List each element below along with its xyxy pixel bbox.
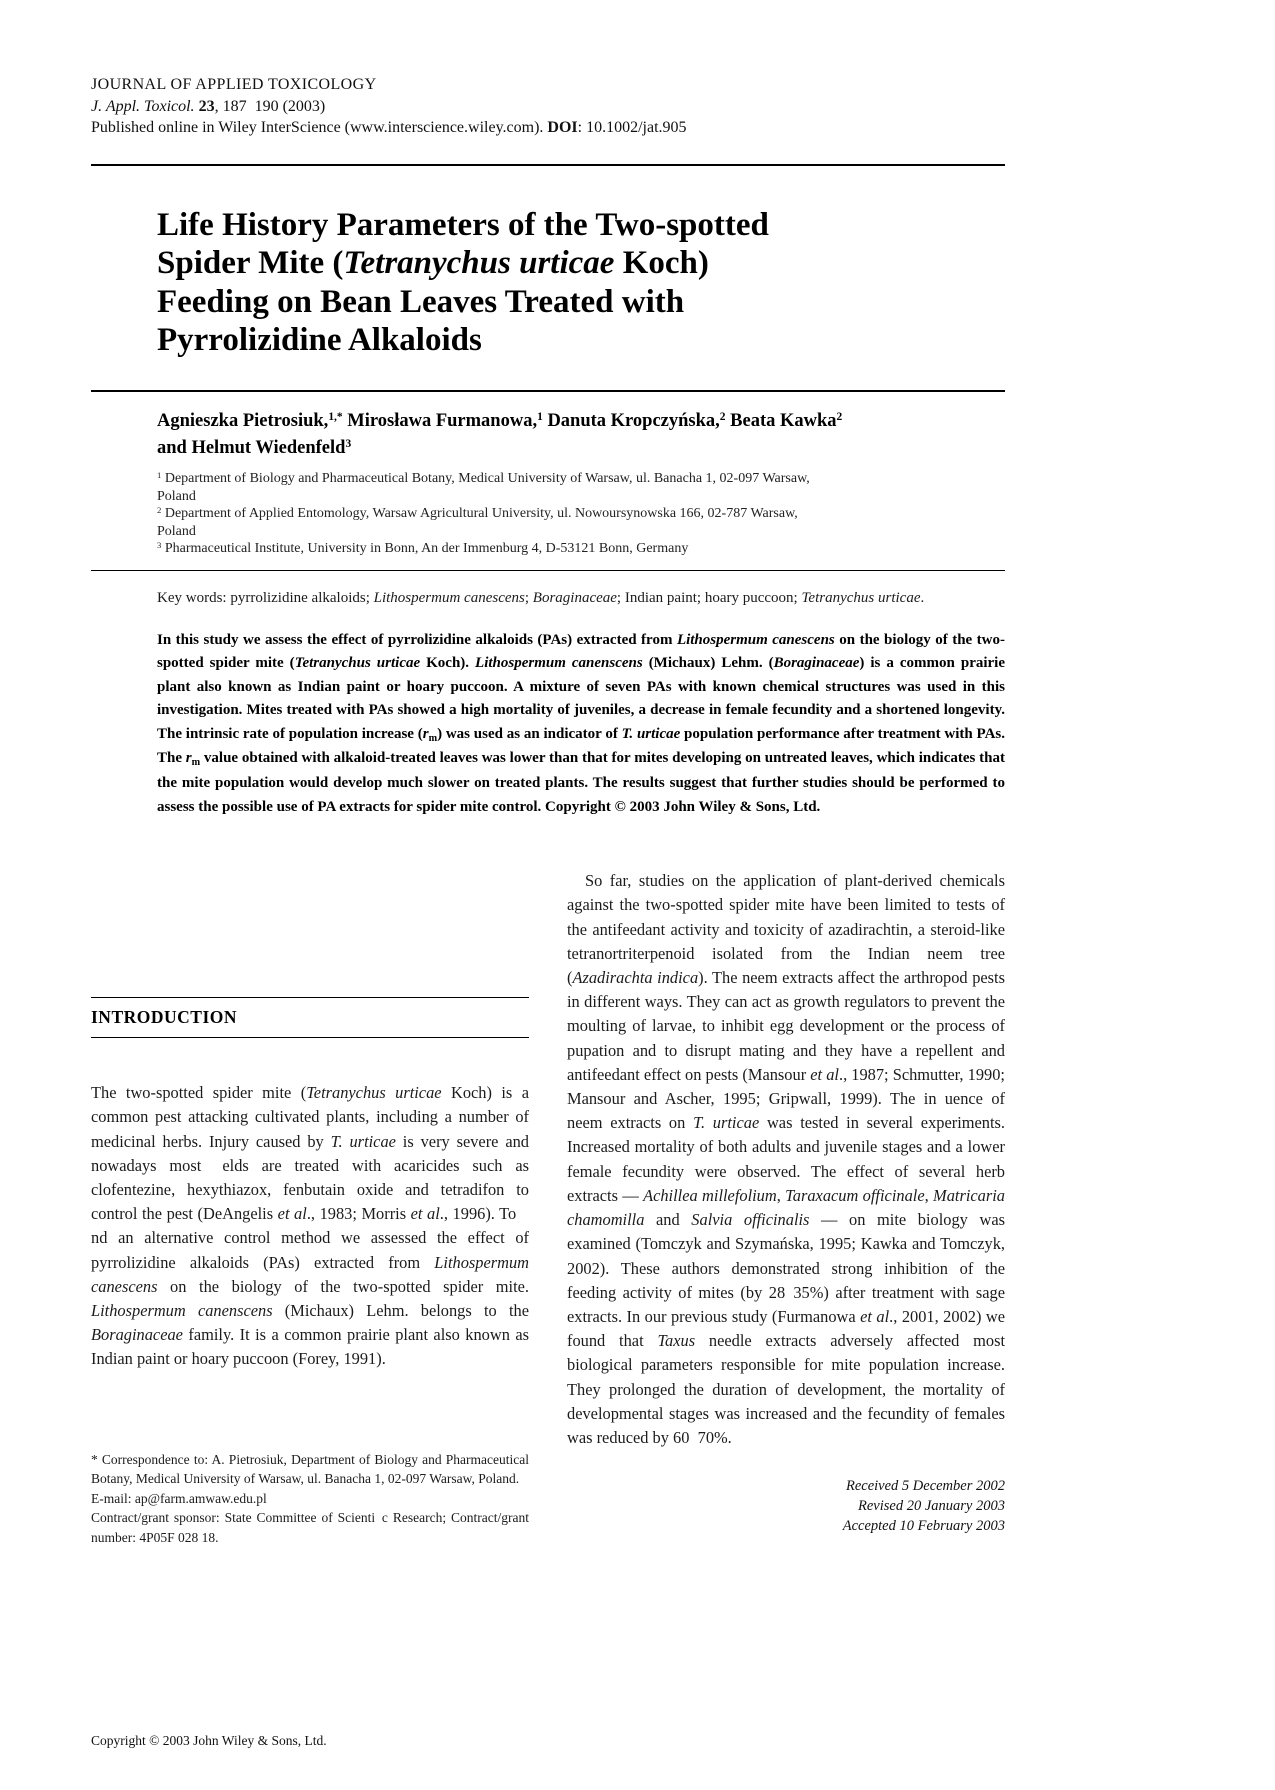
two-column-body: [91, 869, 1005, 1547]
affiliations: [157, 470, 1005, 558]
header-divider: [91, 164, 1005, 166]
text-line: Pyrrolizidine Alkaloids: [157, 322, 482, 358]
text-line: $^2$ Department of Applied Entomology, Warsaw Agricultural University, ul. Nowoursynowska 166, 02-787 Warsaw,: [157, 504, 798, 521]
copyright-line: Copyright © 2003 John Wiley & Sons, Ltd.: [91, 1733, 327, 1748]
text-line: $^3$ Pharmaceutical Institute, University in Bonn, An der Immenburg 4, D-53121 Bonn, Germany: [157, 539, 689, 556]
page-content: [91, 0, 1005, 1547]
introduction-paragraph: The two-spotted spider mite (Tetranychus urticae Koch) is a common pest attacking cultivated plants, including a number of medicinal herbs. Injury caused by T. urticae is very severe and nowadays most elds are treated with acaricides such as clofentezine, hexythiazox, fenbutain oxide and tetradifon to control the pest (DeAngelis et al., 1983; Morris et al., 1996). To nd an alternative control method we assessed the effect of pyrrolizidine alkaloids (PAs) extracted from Lithospermum canescens on the biology of the two-spotted spider mite. Lithospermum canenscens (Michaux) Lehm. belongs to the Boraginaceae family. It is a common prairie plant also known as Indian paint or hoary puccoon (Forey, 1991).: [91, 1083, 529, 1369]
text-line: Accepted 10 February 2003: [842, 1518, 1005, 1535]
right-column-paragraph: So far, studies on the application of plant-derived chemicals against the two-spotted spider mite have been limited to tests of the antifeedant activity and toxicity of azadirachtin, a steroid-like tetranortriterpenoid isolated from the Indian neem tree (Azadirachta indica). The neem extracts affect the arthropod pests in different ways. They can act as growth regulators to prevent the moulting of larvae, to inhibit egg development or the process of pupation and to disrupt mating and they have a repellent and antifeedant effect on pests (Mansour et al., 1987; Schmutter, 1990; Mansour and Ascher, 1995; Gripwall, 1999). The in uence of neem extracts on T. urticae was tested in several experiments. Increased mortality of both adults and juvenile stages and a lower female fecundity were observed. The effect of several herb extracts — Achillea millefolium, Taraxacum officinale, Matricaria chamomilla and Salvia officinalis — on mite biology was examined (Tomczyk and Szymańska, 1995; Kawka and Tomczyk, 2002). These authors demonstrated strong inhibition of the feeding activity of mites (by 28 35%) after treatment with sage extracts. In our previous study (Furmanowa et al., 2001, 2002) we found that Taxus needle extracts adversely affected most biological parameters responsible for mite population increase. They prolonged the duration of development, the mortality of developmental stages was increased and the fecundity of females was reduced by 60 70%.: [567, 871, 1006, 1447]
journal-name: JOURNAL OF APPLIED TOXICOLOGY: [91, 76, 377, 93]
text-line: E-mail: ap@farm.amwaw.edu.pl: [91, 1490, 267, 1506]
text-line: and Helmut Wiedenfeld$^3$: [157, 437, 352, 458]
left-column: [91, 869, 529, 1547]
text-line: Agnieszka Pietrosiuk,$^{1,*}$ Mirosława Furmanowa,$^1$ Danuta Kropczyńska,$^2$ Beata Kawka$^2$: [157, 410, 843, 431]
journal-citation: J. Appl. Toxicol. 23, 187 190 (2003): [91, 97, 326, 115]
introduction-rule-bottom: [91, 1037, 529, 1038]
text-line: Revised 20 January 2003: [858, 1498, 1005, 1515]
text-line: Received 5 December 2002: [845, 1478, 1005, 1495]
correspondence-footnote: [91, 1450, 529, 1548]
right-column: [567, 869, 1005, 1547]
text-line: Life History Parameters of the Two-spotted: [157, 206, 769, 243]
introduction-rule-top: [91, 997, 529, 998]
abstract: In this study we assess the effect of pyrrolizidine alkaloids (PAs) extracted from Lithospermum canescens on the biology of the two-spotted spider mite (Tetranychus urticae Koch). Lithospermum canenscens (Michaux) Lehm. (Boraginaceae) is a common prairie plant also known as Indian paint or hoary puccoon. A mixture of seven PAs with known chemical structures was used in this investigation. Mites treated with PAs showed a high mortality of juveniles, a decrease in female fecundity and a shortened longevity. The intrinsic rate of population increase (rm) was used as an indicator of T. urticae population performance after treatment with PAs. The rm value obtained with alkaloid-treated leaves was lower than that for mites developing on untreated leaves, which indicates that the mite population would develop much slower on treated plants. The results suggest that further studies should be performed to assess the possible use of PA extracts for spider mite control. Copyright © 2003 John Wiley & Sons, Ltd.: [157, 631, 1006, 815]
section-heading-introduction: INTRODUCTION: [91, 1007, 238, 1028]
published-online-line: Published online in Wiley InterScience (www.interscience.wiley.com). DOI: 10.1002/jat.905: [91, 119, 687, 136]
author-list: [157, 409, 1005, 463]
title-authors-divider: [91, 390, 1005, 392]
article-title: [157, 206, 1005, 360]
text-line: Spider Mite (Tetranychus urticae Koch): [157, 245, 709, 281]
journal-header: [91, 0, 1005, 139]
text-line: Feeding on Bean Leaves Treated with: [157, 283, 685, 320]
introduction-heading-block: [91, 997, 529, 1038]
text-line: $^1$ Department of Biology and Pharmaceutical Botany, Medical University of Warsaw, ul. Banacha 1, 02-097 Warsaw,: [157, 469, 810, 486]
keywords: Key words: pyrrolizidine alkaloids; Lithospermum canescens; Boraginaceae; Indian paint; hoary puccoon; Tetranychus urticae.: [157, 589, 925, 606]
text-line: * Correspondence to: A. Pietrosiuk, Department of Biology and Pharmaceutical Botany, Medical University of Warsaw, ul. Banacha 1, 02-097 Warsaw, Poland.: [91, 1451, 529, 1487]
text-line: Poland: [157, 488, 196, 504]
received-revised-accepted-dates: [567, 1476, 1005, 1536]
text-line: Contract/grant sponsor: State Committee of Scienti c Research; Contract/grant number: 4P05F 028 18.: [91, 1510, 529, 1545]
affiliations-divider: [91, 570, 1005, 571]
text-line: Poland: [157, 523, 196, 539]
